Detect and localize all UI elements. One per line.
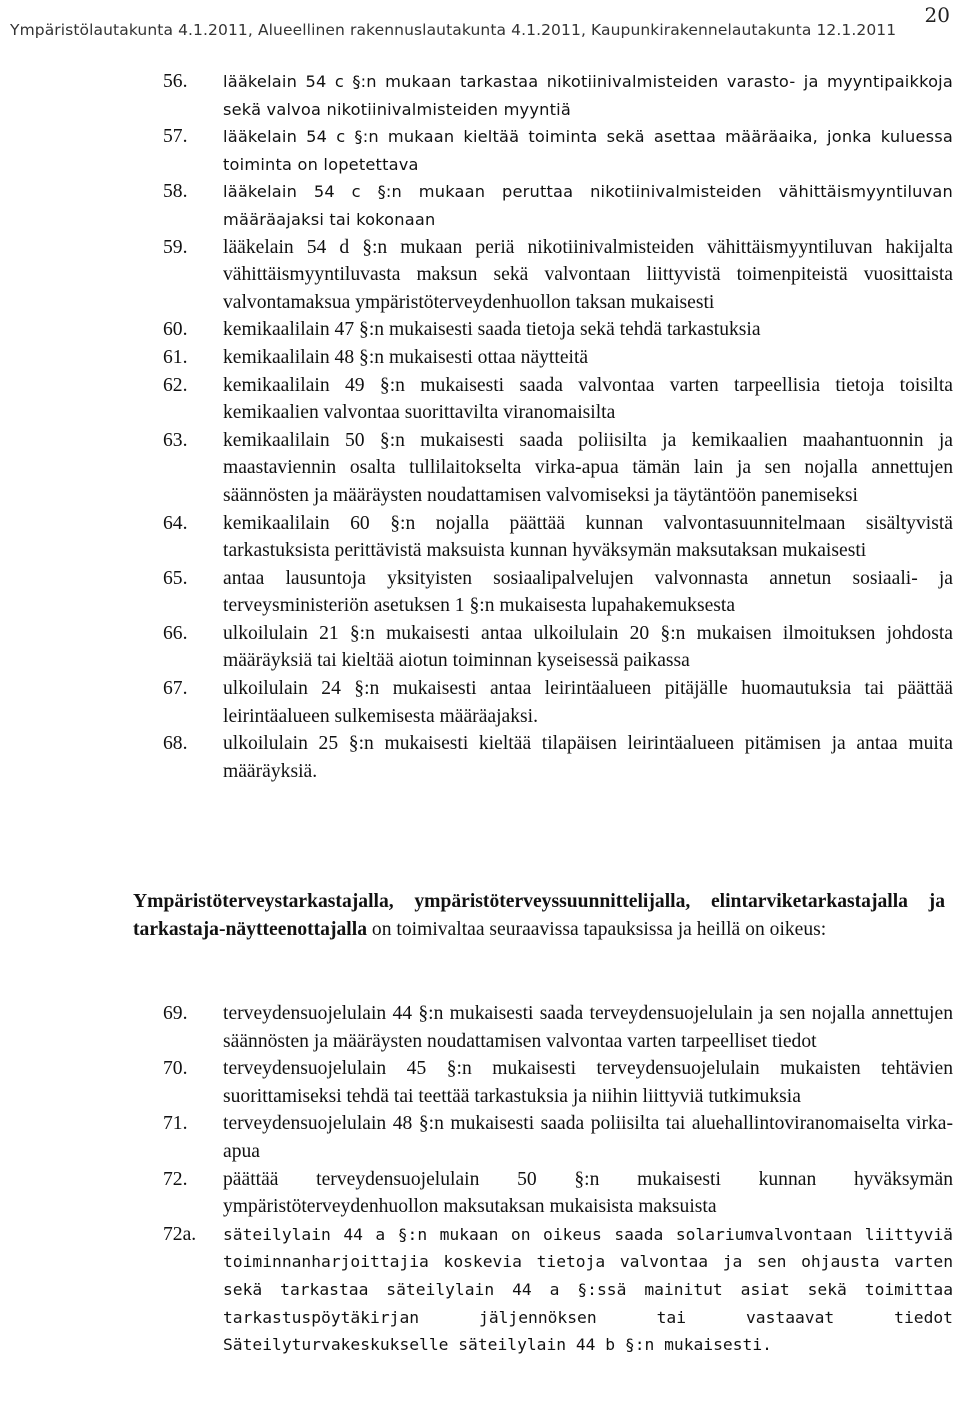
list-item xyxy=(163,316,953,344)
item-number: 66. xyxy=(163,622,188,644)
list-item xyxy=(163,675,953,730)
authority-list-b xyxy=(163,1000,953,1359)
list-item xyxy=(163,620,953,675)
page-number: 20 xyxy=(924,3,950,27)
item-number: 67. xyxy=(163,678,188,700)
item-number: 59. xyxy=(163,236,188,258)
item-number: 65. xyxy=(163,567,188,589)
item-text: ulkoilulain 21 §:n mukaisesti antaa ulkoilulain 20 §:n mukaisen ilmoituksen johdosta määräyksiä tai kieltää aiotun toiminnan kyseisessä paikassa xyxy=(223,622,953,672)
item-text: lääkelain 54 c §:n mukaan tarkastaa nikotiinivalmisteiden varasto- ja myyntipaikkoja sekä valvoa nikotiinivalmisteiden myyntiä xyxy=(223,72,953,119)
page-header: Ympäristölautakunta 4.1.2011, Alueellinen rakennuslautakunta 4.1.2011, Kaupunkirakennelautakunta 12.1.2011 xyxy=(10,21,897,39)
list-item xyxy=(163,427,953,510)
item-text: lääkelain 54 c §:n mukaan kieltää toiminta sekä asettaa määräaika, jonka kuluessa toiminta on lopetettava xyxy=(223,127,953,174)
item-text: terveydensuojelulain 44 §:n mukaisesti saada terveydensuojelulain ja sen nojalla annettujen säännösten ja määräysten noudattamisen valvontaa varten tarpeelliset tiedot xyxy=(223,1003,953,1052)
item-number: 62. xyxy=(163,374,188,396)
item-number: 70. xyxy=(163,1058,188,1080)
item-text: lääkelain 54 d §:n mukaan periä nikotiinivalmisteiden vähittäismyyntiluvan hakijalta vähittäismyyntiluvasta maksun sekä valvontaan liittyvistä toimenpiteistä vuosittaista valvontamaksua ympäristöterveydenhuollon taksan mukaisesti xyxy=(223,236,953,313)
item-text: säteilylain 44 a §:n mukaan on oikeus saada solariumvalvontaan liittyviä toiminnanharjoittajia koskevia tietoja valvontaa ja sen ohjausta varten sekä tarkastaa säteilylain 44 a §:ssä mainitut asiat sekä toimittaa tarkastuspöytäkirjan jäljennöksen tai vastaavat tiedot Säteilyturvakeskukselle säteilylain 44 b §:n mukaisesti. xyxy=(223,1224,953,1355)
list-item xyxy=(163,68,953,123)
item-text: terveydensuojelulain 48 §:n mukaisesti saada poliisilta tai aluehallintoviranomaiselta virka-apua xyxy=(223,1113,953,1162)
list-item xyxy=(163,1110,953,1165)
item-text: terveydensuojelulain 45 §:n mukaisesti terveydensuojelulain mukaisten tehtävien suorittamiseksi tehdä tai teettää tarkastuksia ja niihin liittyviä tutkimuksia xyxy=(223,1058,953,1107)
authority-list-a xyxy=(163,68,953,785)
list-item xyxy=(163,234,953,317)
item-text: ulkoilulain 25 §:n mukaisesti kieltää tilapäisen leirintäalueen pitämisen ja antaa muita määräyksiä. xyxy=(223,733,953,782)
item-text: kemikaalilain 60 §:n nojalla päättää kunnan valvontasuunnitelmaan sisältyvistä tarkastuksista perittävistä maksuista kunnan hyväksymän maksutaksan mukaisesti xyxy=(223,512,953,562)
list-item xyxy=(163,1166,953,1221)
item-number: 57. xyxy=(163,126,188,148)
item-text: päättää terveydensuojelulain 50 §:n mukaisesti kunnan hyväksymän ympäristöterveydenhuollon maksutaksan mukaisista maksuista xyxy=(223,1168,953,1218)
item-number: 71. xyxy=(163,1113,188,1135)
item-number: 63. xyxy=(163,429,188,451)
list-item xyxy=(163,1221,953,1359)
item-number: 72. xyxy=(163,1168,188,1190)
item-number: 56. xyxy=(163,71,188,92)
list-item xyxy=(163,565,953,620)
list-item xyxy=(163,730,953,785)
item-text: kemikaalilain 48 §:n mukaisesti ottaa näytteitä xyxy=(223,346,589,368)
list-item xyxy=(163,344,953,372)
list-item xyxy=(163,372,953,427)
item-text: lääkelain 54 c §:n mukaan peruttaa nikotiinivalmisteiden vähittäismyyntiluvan määräajaksi tai kokonaan xyxy=(223,182,953,229)
officials-heading: Ympäristöterveystarkastajalla, ympäristöterveyssuunnittelijalla, elintarviketarkastajalla ja tarkastaja-näytteenottajalla xyxy=(133,891,945,940)
item-number: 58. xyxy=(163,181,188,203)
list-item xyxy=(163,178,953,233)
list-item xyxy=(163,123,953,178)
list-item xyxy=(163,1000,953,1055)
intro-text: on toimivaltaa seuraavissa tapauksissa ja heillä on oikeus: xyxy=(367,918,827,940)
item-text: kemikaalilain 49 §:n mukaisesti saada valvontaa varten tarpeellisia tietoja toisilta kemikaalien valvontaa suorittavilta viranomaisilta xyxy=(223,374,953,424)
item-text: ulkoilulain 24 §:n mukaisesti antaa leirintäalueen pitäjälle huomautuksia tai päättää leirintäalueen sulkemisesta määräajaksi. xyxy=(223,678,953,727)
item-text: kemikaalilain 50 §:n mukaisesti saada poliisilta ja kemikaalien maahantuonnin ja maastaviennin osalta tullilaitokselta virka-apua tämän lain ja sen nojalla annettujen säännösten ja määräysten noudattamisen valvomiseksi ja täytäntöön panemiseksi xyxy=(223,429,953,506)
item-number: 60. xyxy=(163,319,188,341)
list-item xyxy=(163,1055,953,1110)
item-number: 72a. xyxy=(163,1223,197,1245)
intro-paragraph xyxy=(133,888,945,943)
item-number: 69. xyxy=(163,1003,188,1024)
item-number: 64. xyxy=(163,512,188,534)
item-number: 61. xyxy=(163,346,188,368)
list-item xyxy=(163,510,953,565)
item-text: kemikaalilain 47 §:n mukaisesti saada tietoja sekä tehdä tarkastuksia xyxy=(223,319,761,341)
item-text: antaa lausuntoja yksityisten sosiaalipalvelujen valvonnasta annetun sosiaali- ja terveysministeriön asetuksen 1 §:n mukaisesta lupahakemuksesta xyxy=(223,567,953,617)
item-number: 68. xyxy=(163,733,188,755)
